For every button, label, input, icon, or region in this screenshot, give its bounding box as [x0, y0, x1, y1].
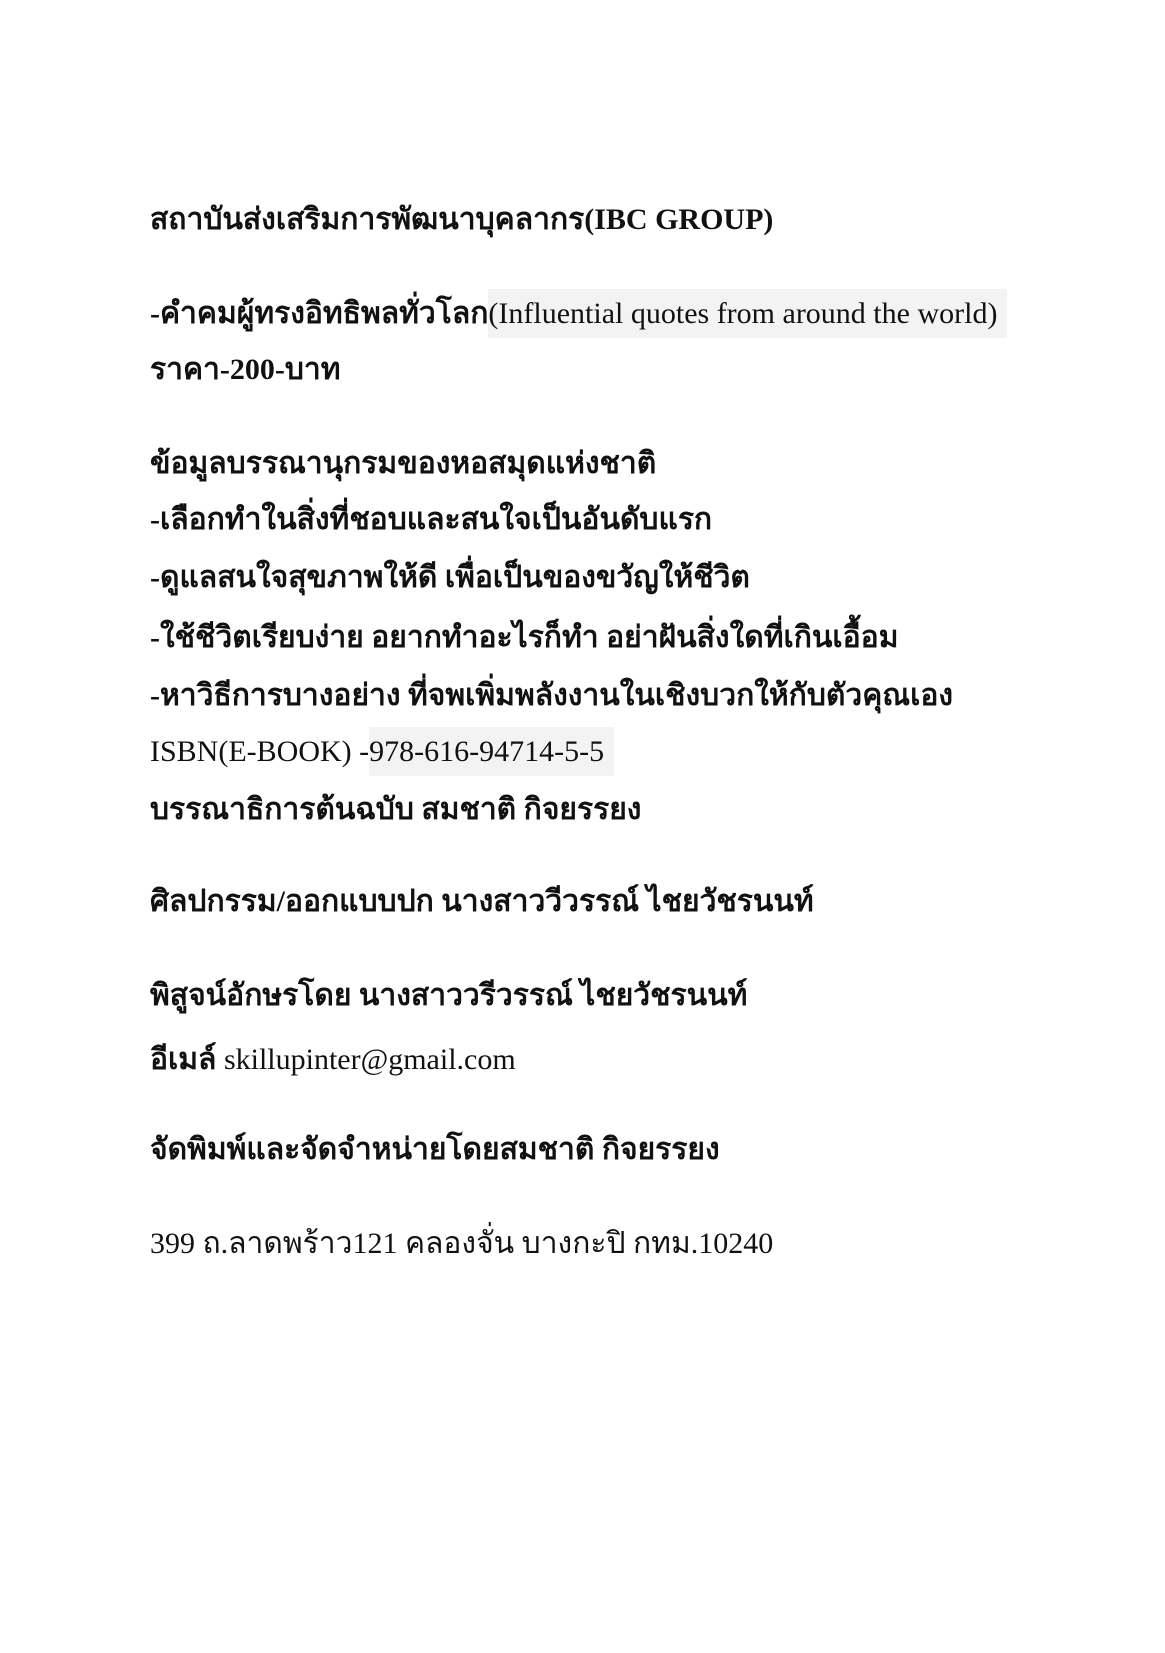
email-label: อีเมล์	[150, 1043, 217, 1076]
email-value: skillupinter@gmail.com	[223, 1043, 516, 1076]
catalog-item: -เลือกทำในสิ่งที่ชอบและสนใจเป็นอันดับแรก	[150, 503, 713, 536]
catalog-item: -ดูแลสนใจสุขภาพให้ดี เพื่อเป็นของขวัญให้ชีวิต	[150, 561, 750, 594]
catalog-item: -หาวิธีการบางอย่าง ที่จพเพิ่มพลังงานในเชิงบวกให้กับตัวคุณเอง	[150, 679, 954, 712]
isbn	[150, 732, 614, 772]
book-title-english: (Influential quotes from around the world)	[488, 289, 1007, 338]
book-price: ราคา-200-บาท	[150, 353, 341, 386]
book-title-thai: -คำคมผู้ทรงอิทธิพลทั่วโลก	[150, 297, 489, 330]
catalog-heading: ข้อมูลบรรณานุกรมของหอสมุดแห่งชาติ	[150, 447, 657, 480]
book-title	[150, 294, 1007, 334]
distributor: จัดพิมพ์และจัดจำหน่ายโดยสมชาติ กิจยรรยง	[150, 1133, 720, 1166]
isbn-label: ISBN(E-BOOK) -	[150, 735, 370, 768]
address: 399 ถ.ลาดพร้าว121 คลองจั่น บางกะปิ กทม.10240	[150, 1227, 774, 1260]
editor: บรรณาธิการต้นฉบับ สมชาติ กิจยรรยง	[150, 793, 642, 826]
artwork-credit: ศิลปกรรม/ออกแบบปก นางสาววีวรรณ์ ไชยวัชรนนท์	[150, 885, 814, 918]
proofreader-credit: พิสูจน์อักษรโดย นางสาววรีวรรณ์ ไชยวัชรนนท์	[150, 979, 748, 1012]
publisher-name: สถาบันส่งเสริมการพัฒนาบุคลากร(IBC GROUP)	[150, 203, 774, 236]
catalog-item: -ใช้ชีวิตเรียบง่าย อยากทำอะไรก็ทำ อย่าฝันสิ่งใดที่เกินเอื้อม	[150, 621, 899, 654]
email-line	[150, 1040, 516, 1080]
isbn-value: 978-616-94714-5-5	[369, 727, 614, 776]
